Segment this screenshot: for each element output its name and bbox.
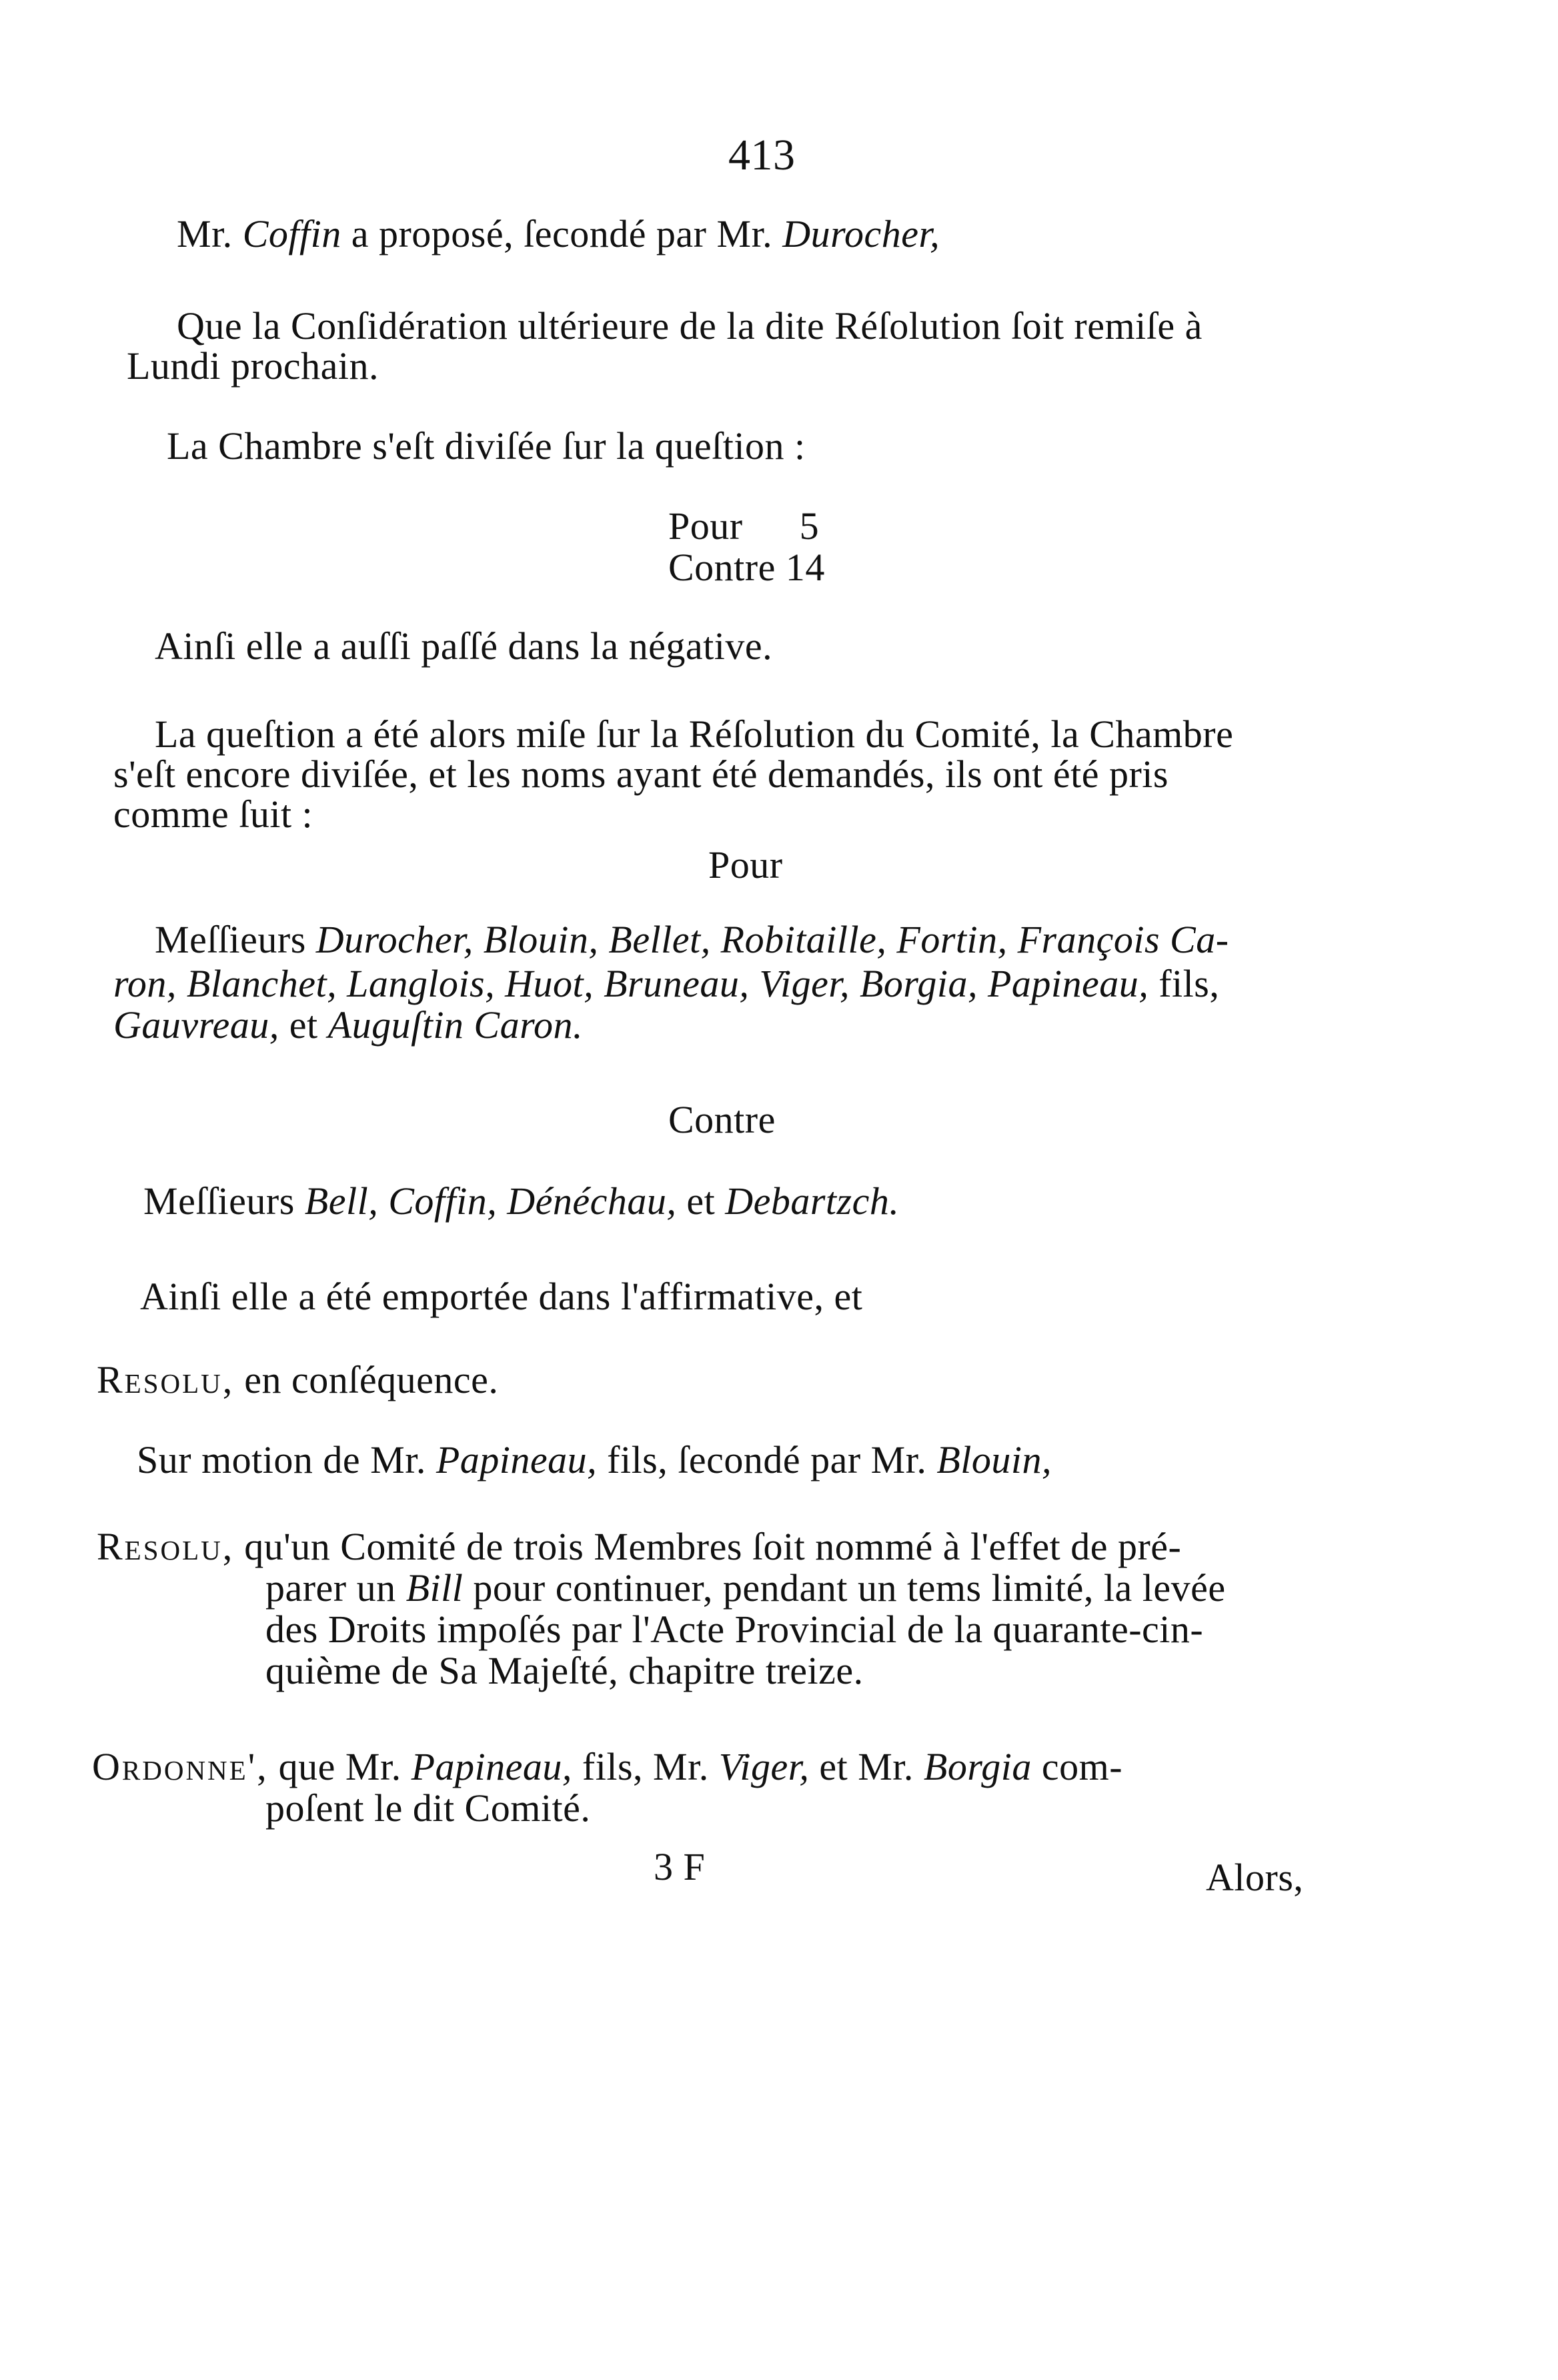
text-line: La Chambre s'eſt diviſée ſur la queſtion : bbox=[167, 424, 806, 468]
text: qu'un Comité de trois Membres ſoit nommé à l'effet de pré- bbox=[244, 1525, 1182, 1568]
text-line: s'eſt encore diviſée, et les noms ayant été demandés, ils ont été pris bbox=[113, 752, 1168, 796]
text: que Mr. bbox=[278, 1745, 402, 1788]
text: fils, Mr. bbox=[582, 1745, 709, 1788]
page-number: 413 bbox=[728, 131, 796, 179]
text-line: comme ſuit : bbox=[113, 792, 313, 836]
name-coffin: Coffin bbox=[242, 212, 341, 255]
order-line bbox=[92, 1745, 1123, 1788]
heading-pour: Pour bbox=[708, 843, 783, 886]
ordonne-label: Ordonne', bbox=[92, 1745, 269, 1788]
text-line: Ainſi elle a été emportée dans l'affirmative, et bbox=[140, 1275, 863, 1318]
name: Borgia bbox=[923, 1745, 1032, 1788]
text: pour continuer, pendant un tems limité, la levée bbox=[473, 1566, 1226, 1610]
text-line: La queſtion a été alors miſe ſur la Réſolution du Comité, la Chambre bbox=[155, 712, 1234, 756]
names-pour-line bbox=[155, 918, 1229, 961]
vote-count: 5 bbox=[799, 504, 820, 548]
names: Durocher, Blouin, Bellet, Robitaille, Fortin, François Ca- bbox=[315, 918, 1229, 961]
name: Papineau, bbox=[411, 1745, 572, 1788]
text-line: quième de Sa Majeſté, chapitre treize. bbox=[265, 1649, 864, 1692]
names-contre-line bbox=[143, 1179, 900, 1223]
text-line: Ainſi elle a auſſi paſſé dans la négative. bbox=[155, 624, 773, 668]
resolu-label: Resolu, bbox=[97, 1525, 235, 1568]
vote-count: 14 bbox=[785, 546, 825, 589]
text: Meſſieurs bbox=[155, 918, 306, 961]
heading-contre: Contre bbox=[668, 1098, 776, 1141]
resolution-line bbox=[97, 1358, 499, 1401]
text: et Mr. bbox=[819, 1745, 914, 1788]
vote-contre bbox=[668, 548, 825, 587]
text: com- bbox=[1041, 1745, 1123, 1788]
names: ron, Blanchet, Langlois, Huot, Bruneau, Viger, Borgia, Papineau, bbox=[113, 962, 1149, 1005]
catchword: Alors, bbox=[1206, 1856, 1304, 1899]
names: Gauvreau, bbox=[113, 1003, 279, 1047]
resolu-label: Resolu, bbox=[97, 1358, 235, 1401]
text: fils, ſecondé par Mr. bbox=[607, 1438, 927, 1481]
term-bill: Bill bbox=[406, 1566, 464, 1610]
name: Viger, bbox=[718, 1745, 810, 1788]
text: en conſéquence. bbox=[244, 1358, 499, 1401]
paragraph-motion-coffin bbox=[177, 212, 940, 255]
text: parer un bbox=[265, 1566, 396, 1610]
name: Blouin, bbox=[936, 1438, 1052, 1481]
names: Debartzch. bbox=[725, 1179, 900, 1223]
signature-mark: 3 F bbox=[654, 1845, 706, 1888]
text: Mr. bbox=[177, 212, 233, 255]
text-line: poſent le dit Comité. bbox=[265, 1786, 591, 1830]
resolution-line bbox=[97, 1525, 1182, 1568]
text-line: des Droits impoſés par l'Acte Provincial de la quarante-cin- bbox=[265, 1608, 1204, 1651]
vote-label: Pour bbox=[668, 504, 743, 548]
name: Papineau, bbox=[436, 1438, 598, 1481]
text: et bbox=[686, 1179, 716, 1223]
text: fils, bbox=[1158, 962, 1220, 1005]
text: et bbox=[289, 1003, 318, 1047]
names: Auguſtin Caron. bbox=[327, 1003, 584, 1047]
vote-label: Contre bbox=[668, 546, 776, 589]
vote-pour bbox=[668, 504, 820, 548]
motion-papineau bbox=[137, 1438, 1052, 1481]
text: Meſſieurs bbox=[143, 1179, 295, 1223]
text: Sur motion de Mr. bbox=[137, 1438, 426, 1481]
text-line: Lundi prochain. bbox=[127, 344, 379, 388]
names-pour-line bbox=[113, 962, 1220, 1005]
name-durocher: Durocher, bbox=[782, 212, 940, 255]
names: Bell, Coffin, Dénéchau, bbox=[304, 1179, 677, 1223]
text: a proposé, ſecondé par Mr. bbox=[351, 212, 773, 255]
text-line bbox=[265, 1566, 1226, 1610]
text-line: Que la Conſidération ultérieure de la dite Réſolution ſoit remiſe à bbox=[177, 304, 1203, 348]
names-pour-line bbox=[113, 1003, 584, 1047]
